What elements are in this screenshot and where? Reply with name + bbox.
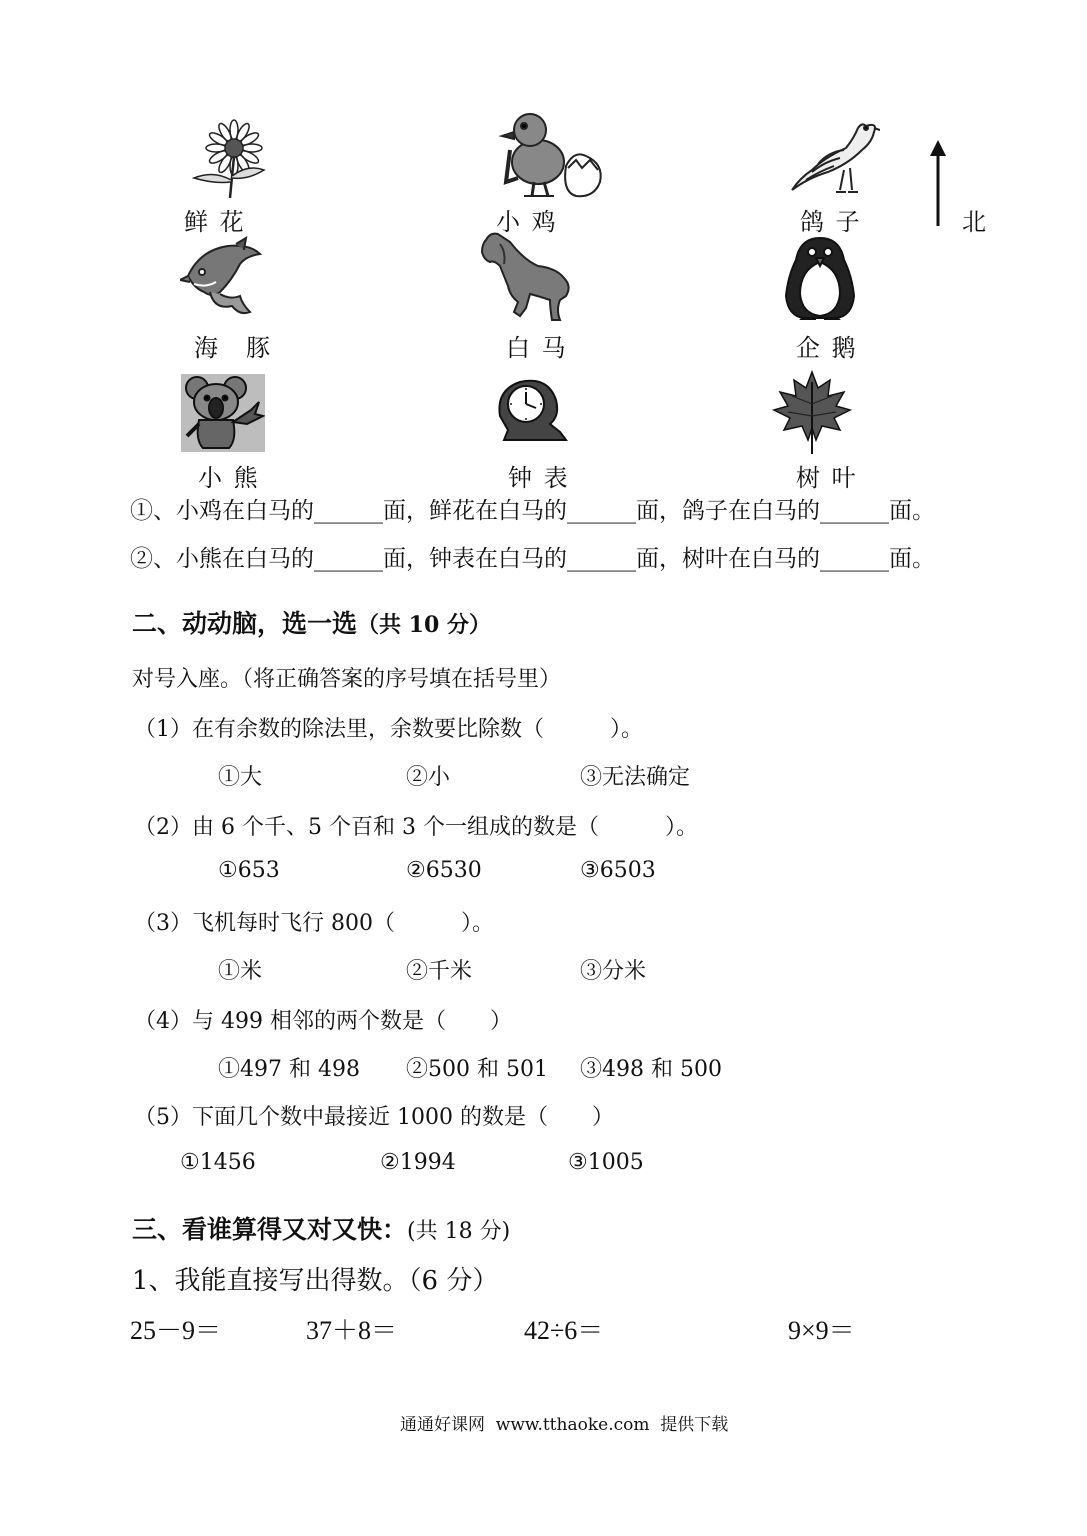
section3-title: 三、看谁算得又对又快： [132, 1215, 408, 1244]
question-5-stem: （5）下面几个数中最接近 1000 的数是（ ） [134, 1105, 614, 1130]
question-3-option-1: ①米 [218, 959, 263, 984]
label-penguin: 企 鹅 [796, 334, 858, 362]
label-pigeon: 鸽 子 [800, 208, 862, 236]
section2-heading [132, 604, 491, 640]
fill-question-1: ①、小鸡在白马的______面，鲜花在白马的______面，鸽子在白马的______面。 [130, 498, 935, 524]
label-bear: 小 熊 [198, 464, 260, 492]
question-4-option-1: ①497 和 498 [218, 1057, 360, 1082]
question-1-option-1: ①大 [218, 765, 263, 790]
label-chick: 小 鸡 [496, 208, 558, 236]
north-label: 北 [962, 208, 988, 236]
horse-icon [480, 230, 572, 322]
footer-text: 通通好课网 www.tthaoke.com 提供下载 [400, 1415, 729, 1435]
question-2-option-2: ②6530 [406, 858, 482, 883]
chick-icon [488, 112, 608, 200]
section3-heading [132, 1210, 510, 1246]
question-3-option-2: ②千米 [406, 959, 473, 984]
north-arrow-icon [926, 140, 950, 226]
section2-title: 二、动动脑，选一选 [132, 609, 358, 638]
question-1-option-3: ③无法确定 [580, 765, 691, 790]
pigeon-icon [788, 112, 880, 198]
calc-3: 42÷6＝ [524, 1316, 604, 1345]
question-4-option-3: ③498 和 500 [580, 1057, 722, 1082]
label-horse: 白 马 [506, 334, 568, 362]
bear-icon [181, 374, 265, 452]
question-5-option-2: ②1994 [380, 1150, 456, 1175]
label-flower: 鲜 花 [184, 208, 246, 236]
question-1-option-2: ②小 [406, 765, 451, 790]
section3-sub1: 1、我能直接写出得数。（6 分） [132, 1266, 499, 1296]
leaf-icon [772, 370, 852, 456]
flower-icon [188, 118, 268, 200]
question-4-stem: （4）与 499 相邻的两个数是（ ） [134, 1009, 512, 1034]
question-3-option-3: ③分米 [580, 959, 647, 984]
label-dolphin: 海 豚 [194, 334, 272, 362]
question-5-option-3: ③1005 [568, 1150, 644, 1175]
question-2-option-3: ③6503 [580, 858, 656, 883]
label-clock: 钟 表 [508, 464, 570, 492]
calc-2: 37＋8＝ [306, 1316, 398, 1345]
question-4-option-2: ②500 和 501 [406, 1057, 548, 1082]
fill-question-2: ②、小熊在白马的______面，钟表在白马的______面，树叶在白马的______面。 [130, 546, 935, 572]
question-2-stem: （2）由 6 个千、5 个百和 3 个一组成的数是（ ）。 [134, 815, 698, 840]
label-leaf: 树 叶 [796, 464, 858, 492]
calc-1: 25－9＝ [130, 1316, 222, 1345]
question-1-stem: （1）在有余数的除法里，余数要比除数（ ）。 [134, 717, 643, 742]
section2-intro: 对号入座。（将正确答案的序号填在括号里） [132, 667, 562, 692]
penguin-icon [780, 236, 860, 320]
section2-score: （共 10 分） [357, 612, 491, 638]
clock-icon [490, 376, 568, 442]
question-3-stem: （3）飞机每时飞行 800（ ）。 [134, 911, 494, 936]
dolphin-icon [180, 236, 268, 318]
question-5-option-1: ①1456 [180, 1150, 256, 1175]
section3-score: (共 18 分) [407, 1219, 511, 1244]
question-2-option-1: ①653 [218, 858, 280, 883]
calc-4: 9×9＝ [788, 1316, 855, 1345]
